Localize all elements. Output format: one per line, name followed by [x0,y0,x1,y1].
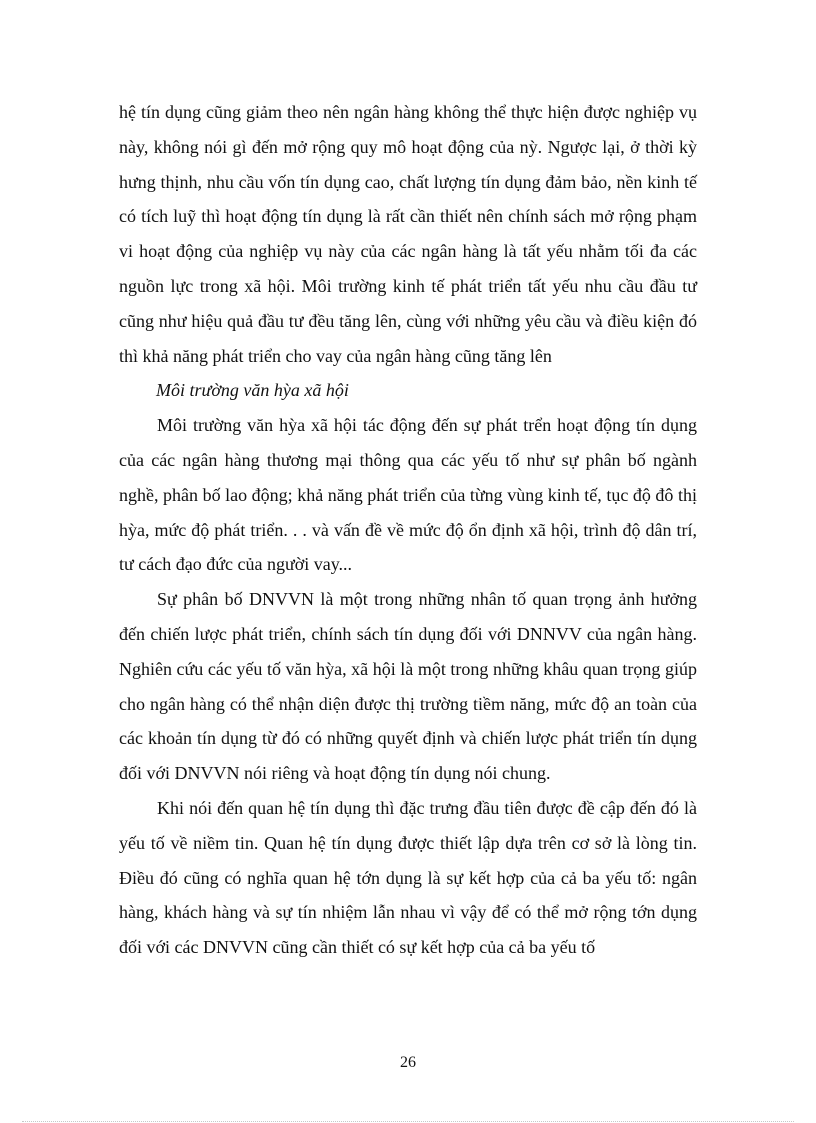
paragraph-economic-environment-continued: hệ tín dụng cũng giảm theo nên ngân hàng không thể thực hiện được nghiệp vụ này, không nói gì đến mở rộng quy mô hoạt động của nỳ. Ngược lại, ở thời kỳ hưng thịnh, nhu cầu vốn tín dụng cao, chất lượng tín dụng đảm bảo, nền kinh tế có tích luỹ thì hoạt động tín dụng là rất cần thiết nên chính sách mở rộng phạm vi hoạt động của nghiệp vụ này của các ngân hàng là tất yếu nhằm tối đa các nguồn lực trong xã hội. Môi trường kinh tế phát triển tất yếu nhu cầu đầu tư cũng như hiệu quả đầu tư đều tăng lên, cùng với những yêu cầu và điều kiện đó thì khả năng phát triển cho vay của ngân hàng cũng tăng lên [119,102,697,366]
paragraph-sme-distribution: Sự phân bố DNVVN là một trong những nhân tố quan trọng ảnh hưởng đến chiến lược phát triển, chính sách tín dụng đối với DNNVV của ngân hàng. Nghiên cứu các yếu tố văn hỳa, xã hội là một trong những khâu quan trọng giúp cho ngân hàng có thể nhận diện được thị trường tiềm năng, mức độ an toàn của các khoản tín dụng từ đó có những quyết định và chiến lược phát triển tín dụng đối với DNVVN nói riêng và hoạt động tín dụng nói chung. [119,589,697,784]
page-number: 26 [400,1054,416,1071]
page-bottom-divider [22,1121,794,1122]
section-heading-cultural-social-environment: Môi trường văn hỳa xã hội [156,380,349,401]
document-body [119,95,697,965]
paragraph-cultural-social-impact: Môi trường văn hỳa xã hội tác động đến sự phát trển hoạt động tín dụng của các ngân hàng thương mại thông qua các yếu tố như sự phân bố ngành nghề, phân bố lao động; khả năng phát triển của từng vùng kinh tế, tục độ đô thị hỳa, mức độ phát triển. . . và vấn đề về mức độ ổn định xã hội, trình độ dân trí, tư cách đạo đức của người vay... [119,415,697,575]
paragraph-credit-trust: Khi nói đến quan hệ tín dụng thì đặc trưng đầu tiên được đề cập đến đó là yếu tố về niềm tin. Quan hệ tín dụng được thiết lập dựa trên cơ sở là lòng tin. Điều đó cũng có nghĩa quan hệ tớn dụng là sự kết hợp của cả ba yếu tố: ngân hàng, khách hàng và sự tín nhiệm lẫn nhau vì vậy để có thể mở rộng tớn dụng đối với các DNVVN cũng cần thiết có sự kết hợp của cả ba yếu tố [119,797,697,958]
